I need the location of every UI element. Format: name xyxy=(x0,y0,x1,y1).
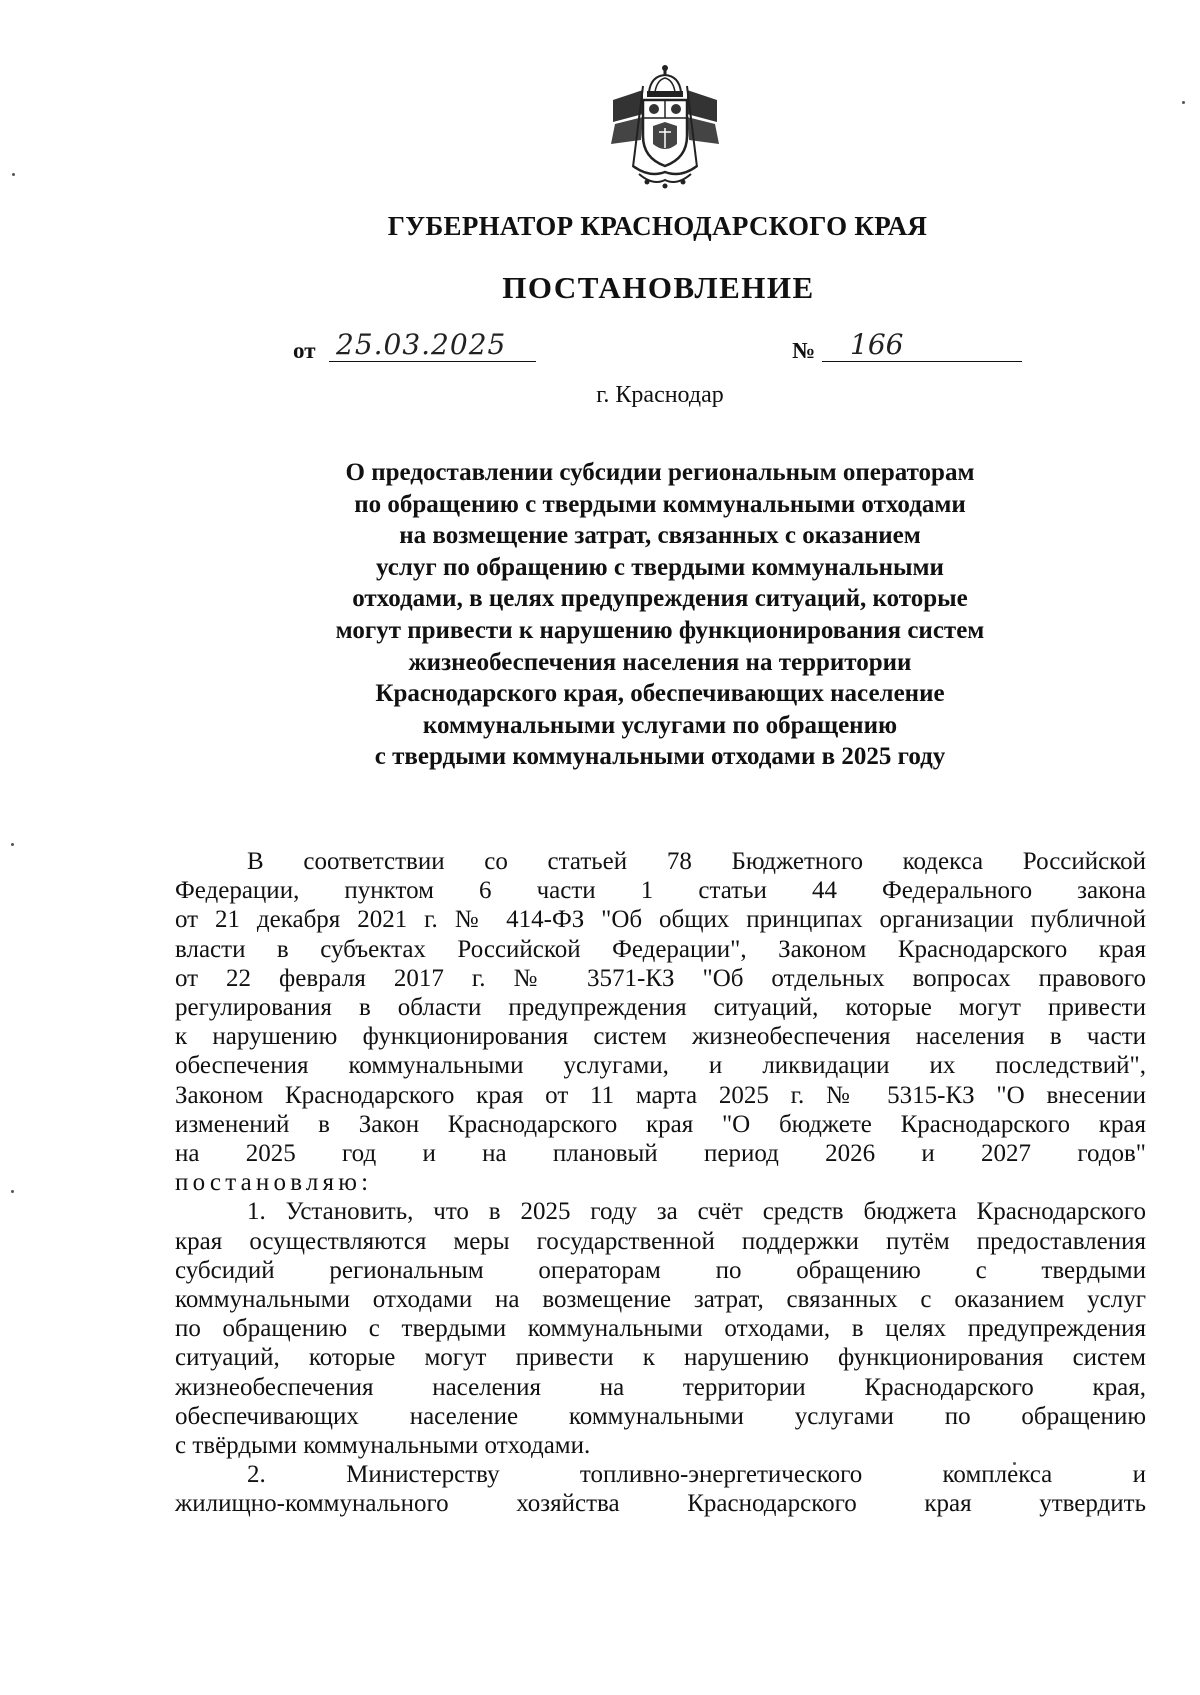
scan-speck xyxy=(12,173,15,176)
body-line: к нарушению функционирования систем жизнеобеспечения населения в части xyxy=(175,1023,1146,1051)
scan-speck xyxy=(1182,101,1185,104)
city: г. Краснодар xyxy=(596,382,724,408)
title-line: О предоставлении субсидии региональным операторам xyxy=(345,459,975,486)
body-line: изменений в Закон Краснодарского края "О бюджете Краснодарского края xyxy=(175,1110,1146,1138)
title-line: Краснодарского края, обеспечивающих население xyxy=(375,680,945,708)
title-line: с твердыми коммунальными отходами в 2025 году xyxy=(374,743,946,771)
body-line: от 21 декабря 2021 г. № 414-ФЗ "Об общих принципах организации публичной xyxy=(175,906,1146,934)
body-line: В соответствии со статьей 78 Бюджетного кодекса Российской xyxy=(247,848,1146,875)
body-line: коммунальными отходами на возмещение затрат, связанных с оказанием услуг xyxy=(175,1286,1146,1314)
scan-speck xyxy=(11,1190,14,1193)
body-line: обеспечения коммунальными услугами, и ликвидации их последствий", xyxy=(175,1052,1146,1080)
title-line: по обращению с твердыми коммунальными отходами xyxy=(354,490,966,518)
title-line: отходами, в целях предупреждения ситуаций, которые xyxy=(352,585,968,613)
date-value: 25.03.2025 xyxy=(336,328,507,361)
body-line: жизнеобеспечения населения на территории Краснодарского края, xyxy=(175,1373,1146,1401)
body-line: на 2025 год и на плановый период 2026 и 2027 годов" xyxy=(175,1140,1146,1168)
issuing-authority: ГУБЕРНАТОР КРАСНОДАРСКОГО КРАЯ xyxy=(387,211,928,241)
title-line: жизнеобеспечения населения на территории xyxy=(408,648,912,676)
body-line: обеспечивающих население коммунальными услугами по обращению xyxy=(175,1402,1146,1430)
title-line: услуг по обращению с твердыми коммунальными xyxy=(376,553,944,581)
title-line: на возмещение затрат, связанных с оказанием xyxy=(399,522,921,550)
number-label: № xyxy=(792,338,816,363)
body-line: Законом Краснодарского края от 11 марта 2025 г. № 5315-КЗ "О внесении xyxy=(175,1081,1146,1109)
number-underline xyxy=(822,361,1022,362)
body-line: по обращению с твердыми коммунальными отходами, в целях предупреждения xyxy=(175,1315,1146,1343)
document-type: ПОСТАНОВЛЕНИЕ xyxy=(502,270,815,305)
body-line: ситуаций, которые могут привести к нарушению функционирования систем xyxy=(175,1344,1146,1372)
date-label: от xyxy=(293,338,316,363)
body-line-item-2: 2. Министерству топливно-энергетического комплекса и xyxy=(247,1461,1146,1489)
krasnodar-krai-coat-of-arms-icon xyxy=(603,62,728,192)
body-line: края осуществляются меры государственной поддержки путём предоставления xyxy=(175,1227,1146,1255)
body-line: регулирования в области предупреждения ситуаций, которые могут привести xyxy=(175,994,1146,1022)
body-line: жилищно-коммунального хозяйства Краснодарского края утвердить xyxy=(175,1490,1146,1518)
body-line-item-1: 1. Установить, что в 2025 году за счёт средств бюджета Краснодарского xyxy=(247,1198,1146,1226)
body-line-decree-verb: постановляю: xyxy=(175,1169,373,1197)
number-value: 166 xyxy=(850,328,904,361)
body-line: от 22 февраля 2017 г. № 3571-КЗ "Об отдельных вопросах правового xyxy=(175,964,1146,992)
document-title xyxy=(0,457,1200,773)
body-line: с твёрдыми коммунальными отходами. xyxy=(175,1432,591,1460)
scan-speck xyxy=(11,843,14,846)
body-line: субсидий региональным операторам по обращению с твердыми xyxy=(175,1256,1146,1284)
date-underline xyxy=(329,361,536,362)
document-body xyxy=(175,847,1146,1519)
body-line: власти в субъектах Российской Федерации", Законом Краснодарского края xyxy=(175,935,1146,963)
title-line: могут привести к нарушению функционирования систем xyxy=(335,616,985,644)
title-line: коммунальными услугами по обращению xyxy=(422,711,898,739)
body-line: Федерации, пунктом 6 части 1 статьи 44 Федерального закона xyxy=(175,877,1146,905)
